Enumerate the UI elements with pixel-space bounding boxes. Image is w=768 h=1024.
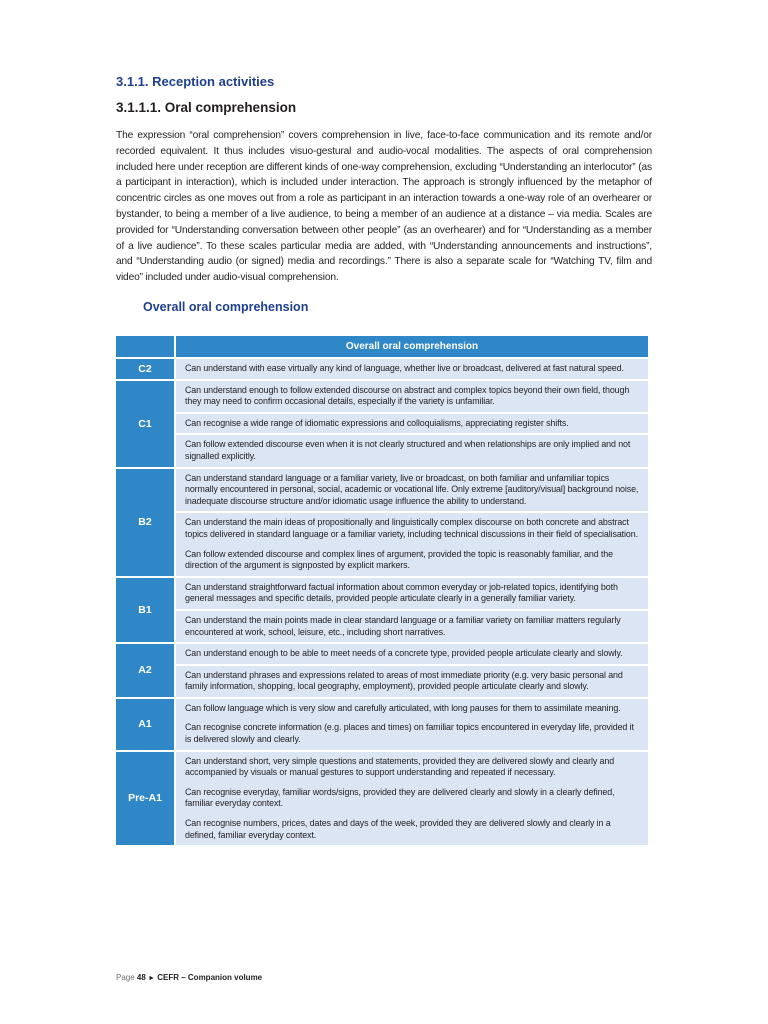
section-heading: 3.1.1. Reception activities xyxy=(116,74,275,89)
table-body xyxy=(116,359,648,845)
level-cell: B1 xyxy=(116,578,174,642)
descriptor-cell xyxy=(176,752,648,846)
table-corner-cell xyxy=(116,336,174,357)
descriptor-text: Can follow extended discourse even when it is not clearly structured and when relationships are only implied and not signalled explicitly. xyxy=(185,439,631,461)
descriptor-table xyxy=(114,334,650,847)
table-row xyxy=(116,699,648,750)
descriptor-cell xyxy=(176,611,648,642)
table-row xyxy=(116,469,648,512)
table-row xyxy=(116,414,648,434)
table-row xyxy=(116,752,648,846)
descriptor-text: Can understand with ease virtually any kind of language, whether live or broadcast, delivered at fast natural speed. xyxy=(185,363,624,373)
level-cell: C2 xyxy=(116,359,174,379)
table-row xyxy=(116,359,648,379)
descriptor-cell xyxy=(176,513,648,575)
descriptor-text: Can understand enough to follow extended discourse on abstract and complex topics beyond their own field, though they may need to confirm occasional details, especially if the variety is unfamiliar. xyxy=(185,384,630,407)
arrow-right-icon: ► xyxy=(148,975,155,982)
descriptor-cell xyxy=(176,359,648,379)
descriptor-cell xyxy=(176,469,648,512)
level-cell: A1 xyxy=(116,699,174,750)
descriptor-text: Can recognise everyday, familiar words/signs, provided they are delivered clearly and slowly in a clearly defined, familiar everyday context. xyxy=(185,786,615,809)
table-row xyxy=(116,513,648,575)
descriptor-text: Can understand phrases and expressions related to areas of most immediate priority (e.g. very basic personal and family information, shopping, local geography, employment), provided people articulate clearly and slowly. xyxy=(185,669,623,692)
descriptor-text: Can understand straightforward factual information about common everyday or job-related topics, identifying both general messages and specific details, provided people articulate clearly in a generally familiar variety. xyxy=(185,581,618,604)
descriptor-text: Can follow extended discourse and complex lines of argument, provided the topic is reasonably familiar, and the direction of the argument is signposted by explicit markers. xyxy=(185,548,613,571)
footer-page-number: 48 xyxy=(136,973,146,982)
table-row xyxy=(116,578,648,609)
descriptor-cell xyxy=(176,699,648,750)
table-header: Overall oral comprehension xyxy=(176,336,648,357)
descriptor-text: Can understand standard language or a familiar variety, live or broadcast, on both familiar and unfamiliar topics normally encountered in personal, social, academic or vocational life. Only extreme [auditory/visual] background noise, inadequate discourse structure and/or idiomatic usage influence the ability to understand. xyxy=(185,472,639,506)
subsection-heading: 3.1.1.1. Oral comprehension xyxy=(116,100,297,115)
table-row xyxy=(116,666,648,697)
descriptor-text: Can understand enough to be able to meet needs of a concrete type, provided people articulate clearly and slowly. xyxy=(185,648,623,659)
table-title: Overall oral comprehension xyxy=(143,300,309,314)
descriptor-text: Can understand the main points made in clear standard language or a familiar variety on familiar matters regularly encountered at work, school, leisure, etc., including short narratives. xyxy=(185,614,621,637)
descriptor-cell xyxy=(176,666,648,697)
descriptor-cell xyxy=(176,381,648,412)
level-cell: A2 xyxy=(116,644,174,697)
table-header-row xyxy=(116,336,648,357)
descriptor-text: Can follow language which is very slow and carefully articulated, with long pauses for them to assimilate meaning. xyxy=(185,702,621,713)
footer-page-label: Page xyxy=(116,973,135,982)
descriptor-text: Can recognise numbers, prices, dates and days of the week, provided they are delivered slowly and clearly in a defined, familiar everyday context. xyxy=(185,818,611,840)
descriptor-cell xyxy=(176,435,648,466)
table-row xyxy=(116,611,648,642)
descriptor-text: Can understand the main ideas of propositionally and linguistically complex discourse on both concrete and abstract topics delivered in standard language or a familiar variety, including technical discussions in their field of specialisation. xyxy=(185,517,638,539)
level-cell: Pre-A1 xyxy=(116,752,174,846)
level-cell: B2 xyxy=(116,469,174,576)
descriptor-cell xyxy=(176,414,648,434)
table-row xyxy=(116,381,648,412)
intro-paragraph: The expression “oral comprehension” covers comprehension in live, face-to-face communication and its remote and/or recorded equivalent. It thus includes visuo-gestural and audio-vocal modalities. The aspects of oral comprehension included here under reception are different kinds of one-way comprehension, excluding “Understanding an interlocutor” (as a participant in interaction), which is included under interaction. The approach is strongly influenced by the metaphor of concentric circles as one moves out from a role as participant in an interaction towards a one-way role of an overhearer or bystander, to being a member of a live audience, to being a member of an audience at a distance – via media. Scales are provided for “Understanding conversation between other people” (as an overhearer) and for “Understanding as a member of a live audience”. To these scales particular media are added, with “Understanding announcements and instructions”, and “Understanding audio (or signed) media and recordings.” There is also a separate scale for “Watching TV, film and video” included under audio-visual comprehension. xyxy=(116,130,652,284)
descriptor-text: Can recognise concrete information (e.g. places and times) on familiar topics encountered in everyday life, provided it is delivered slowly and clearly. xyxy=(185,722,634,745)
level-cell: C1 xyxy=(116,381,174,467)
descriptor-cell xyxy=(176,644,648,664)
footer-doc-title: CEFR – Companion volume xyxy=(157,973,263,982)
page-footer xyxy=(116,973,262,982)
descriptor-cell xyxy=(176,578,648,609)
table-row xyxy=(116,435,648,466)
descriptor-text: Can understand short, very simple questions and statements, provided they are delivered slowly and clearly and accompanied by visuals or manual gestures to support understanding and repeated if necessary. xyxy=(185,755,615,778)
descriptor-text: Can recognise a wide range of idiomatic expressions and colloquialisms, appreciating register shifts. xyxy=(185,417,569,428)
table-row xyxy=(116,644,648,664)
